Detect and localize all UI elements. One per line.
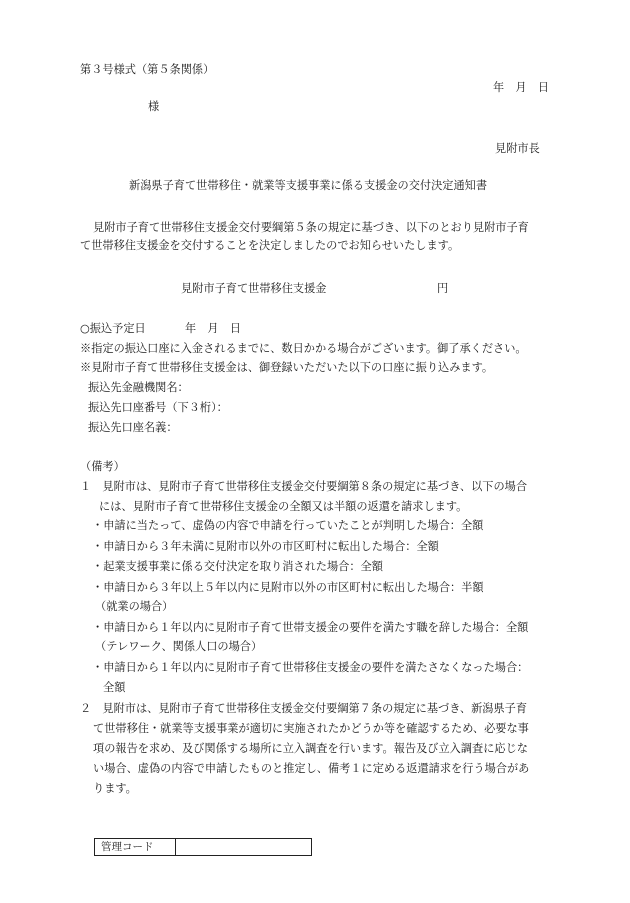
remark-line: １ 見附市は、見附市子育て世帯移住支援金交付要綱第８条の規定に基づき、以下の場合: [80, 480, 528, 493]
remark-bullet: ・申請日から１年以内に見附市子育て世帯支援金の要件を満たす職を辞した場合：全額: [92, 621, 529, 634]
issuer: 見附市長: [495, 142, 540, 155]
transfer-note: ※見附市子育て世帯移住支援金は、御登録いただいた以下の口座に振り込みます。: [80, 361, 494, 374]
remark-line: い場合、虚偽の内容で申請したものと推定し、備考１に定める返還請求を行う場合があ: [93, 762, 530, 775]
management-code-input[interactable]: [176, 839, 311, 855]
bank-name-field: 振込先金融機関名：: [88, 381, 189, 394]
body-line: 見附市子育て世帯移住支援金交付要綱第５条の規定に基づき、以下のとおり見附市子育: [93, 221, 529, 234]
amount-unit: 円: [437, 282, 449, 295]
form-number: 第３号様式（第５条関係）: [80, 63, 215, 76]
remark-bullet: ・申請日から３年以上５年以内に見附市以外の市区町村に転出した場合：半額: [92, 581, 484, 594]
remark-bullet: ・申請に当たって、虚偽の内容で申請を行っていたことが判明した場合：全額: [92, 519, 484, 532]
date-line: 年 月 日: [493, 81, 549, 94]
amount-label: 見附市子育て世帯移住支援金: [181, 282, 327, 295]
scheduled-date-label: ○振込予定日: [80, 322, 146, 335]
remark-bullet: ・申請日から３年未満に見附市以外の市区町村に転出した場合：全額: [92, 540, 439, 553]
remark-line: には、見附市子育て世帯移住支援金の全額又は半額の返還を請求します。: [99, 500, 468, 513]
remark-subheading: （テレワーク、関係人口の場合）: [95, 640, 263, 653]
scheduled-date-value: 年 月 日: [185, 322, 241, 335]
management-code-box: [94, 838, 312, 856]
remarks-heading: （備考）: [80, 460, 125, 473]
remark-bullet: ・申請日から１年以内に見附市子育て世帯移住支援金の要件を満たさなくなった場合：: [92, 661, 529, 674]
remark-line: ２ 見附市は、見附市子育て世帯移住支援金交付要綱第７条の規定に基づき、新潟県子育: [80, 702, 528, 715]
addressee-suffix: 様: [148, 100, 160, 113]
document-title: 新潟県子育て世帯移住・就業等支援事業に係る支援金の交付決定通知書: [129, 179, 488, 192]
remark-line: て世帯移住・就業等支援事業が適切に実施されたかどうか等を確認するため、必要な事: [93, 722, 529, 735]
management-code-label: 管理コード: [95, 839, 176, 855]
account-number-field: 振込先口座番号（下３桁）：: [88, 401, 228, 414]
account-holder-field: 振込先口座名義：: [88, 421, 178, 434]
transfer-note: ※指定の振込口座に入金されるまでに、数日かかる場合がございます。御了承ください。: [80, 342, 527, 355]
remark-bullet: ・起業支援事業に係る交付決定を取り消された場合：全額: [92, 560, 383, 573]
body-line: て世帯移住支援金を交付することを決定しましたのでお知らせいたします。: [80, 239, 460, 252]
remark-line: 項の報告を求め、及び関係する場所に立入調査を行います。報告及び立入調査に応じな: [93, 742, 528, 755]
remark-line: ります。: [93, 782, 137, 795]
remark-continuation: 全額: [103, 681, 126, 694]
remark-subheading: （就業の場合）: [95, 600, 174, 613]
